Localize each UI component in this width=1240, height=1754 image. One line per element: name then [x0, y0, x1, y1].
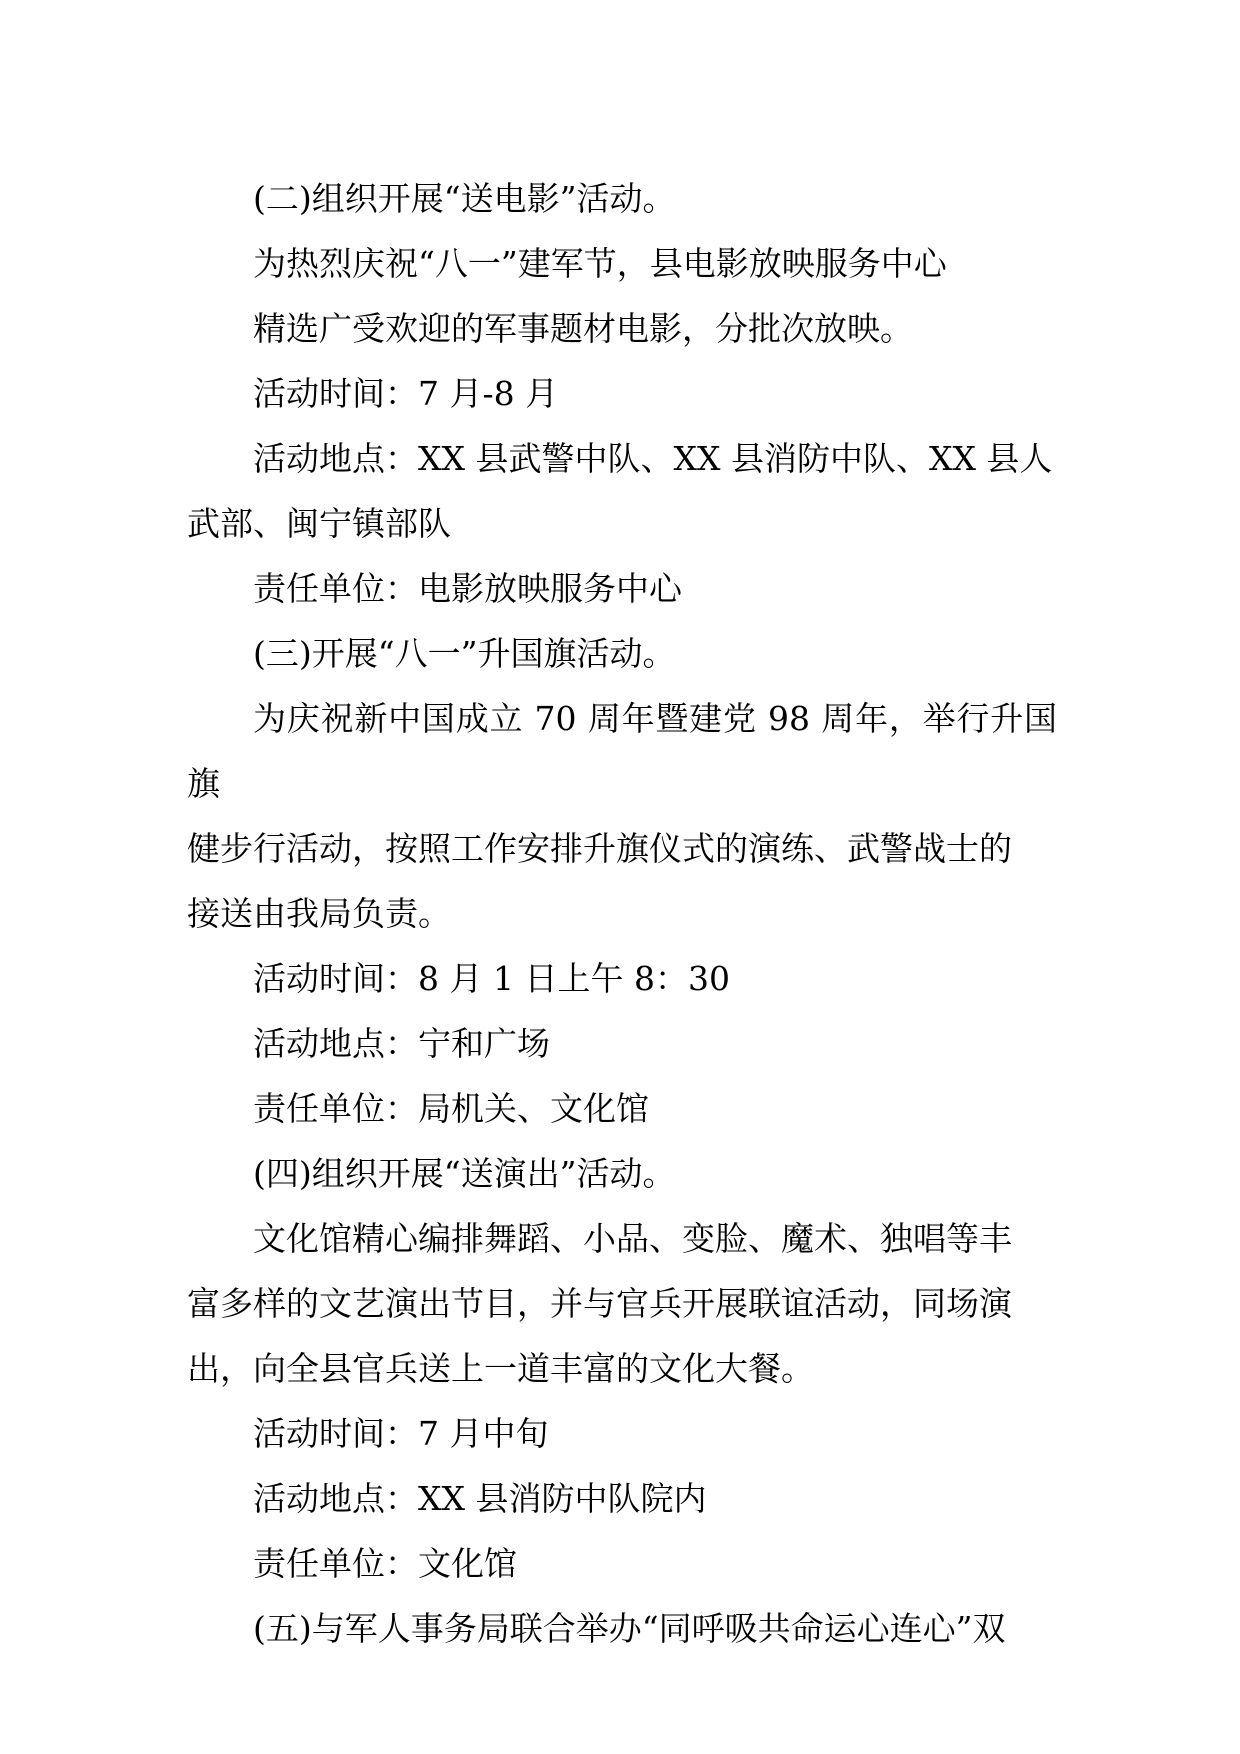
paragraph-line: 富多样的文艺演出节目，并与官兵开展联谊活动，同场演: [187, 1284, 1012, 1323]
activity-time: 活动时间：7 月-8 月: [253, 374, 559, 413]
activity-time: 活动时间：7 月中旬: [253, 1414, 549, 1453]
responsible-unit: 责任单位：文化馆: [253, 1544, 517, 1583]
responsible-unit: 责任单位：电影放映服务中心: [253, 569, 682, 608]
activity-location: 活动地点：XX 县武警中队、XX 县消防中队、XX 县人: [253, 439, 1053, 478]
document-page: [187, 166, 1057, 1661]
section-heading-4: (四)组织开展“送演出”活动。: [253, 1154, 676, 1193]
activity-location: 活动地点：XX 县消防中队院内: [253, 1479, 707, 1518]
paragraph-line: 精选广受欢迎的军事题材电影，分批次放映。: [253, 309, 913, 348]
paragraph-line: 为庆祝新中国成立 70 周年暨建党 98 周年，举行升国旗: [187, 699, 1057, 803]
activity-location-continued: 武部、闽宁镇部队: [187, 504, 451, 543]
section-heading-5: (五)与军人事务局联合举办“同呼吸共命运心连心”双: [253, 1609, 1006, 1648]
activity-time: 活动时间：8 月 1 日上午 8：30: [253, 959, 730, 998]
activity-location: 活动地点：宁和广场: [253, 1024, 550, 1063]
paragraph-line: 为热烈庆祝“八一”建军节，县电影放映服务中心: [253, 244, 947, 283]
responsible-unit: 责任单位：局机关、文化馆: [253, 1089, 649, 1128]
paragraph-line: 文化馆精心编排舞蹈、小品、变脸、魔术、独唱等丰: [253, 1219, 1012, 1258]
paragraph-line: 接送由我局负责。: [187, 894, 451, 933]
section-heading-3: (三)开展“八一”升国旗活动。: [253, 634, 676, 673]
paragraph-line: 出，向全县官兵送上一道丰富的文化大餐。: [187, 1349, 814, 1388]
paragraph-line: 健步行活动，按照工作安排升旗仪式的演练、武警战士的: [187, 829, 1012, 868]
section-heading-2: (二)组织开展“送电影”活动。: [253, 179, 676, 218]
